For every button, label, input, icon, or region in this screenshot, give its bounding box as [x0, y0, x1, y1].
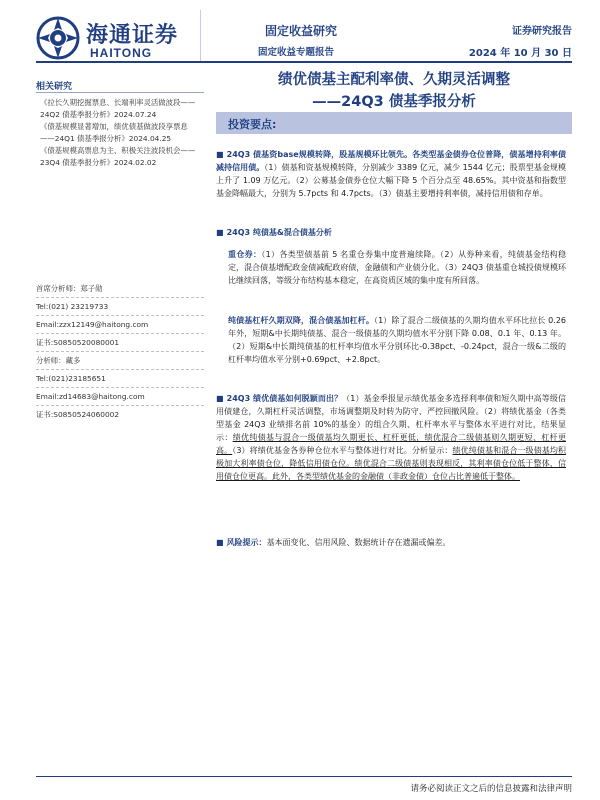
point-lead: 重仓券：	[228, 250, 262, 259]
summary-point-1	[216, 148, 566, 200]
analyst2-email[interactable]: Email:zd14683@haitong.com	[36, 392, 145, 401]
point-body: （1）基金季报显示绩优基金多选择利率债和短久期中高等级信用债建仓，久期杠杆灵活调整，市场调整期及时转为防守、严控回撤风险。（2）将绩优基金（各类型基金 24Q3 业绩排名前 10%的基金）的组合久期、杠杆率水平与整体水平进行对比，结果显示：	[216, 394, 566, 442]
related-item[interactable]: 《拉长久期挖掘票息、长端利率灵活做波段——24Q2 债基季报分析》2024.07.24	[40, 98, 196, 119]
header-section: 固定收益研究	[265, 24, 338, 38]
related-item[interactable]: 《债基规模高票息为主、积极关注波段机会——23Q4 债基季报分析》2024.02.02	[40, 146, 196, 167]
analyst2-name: 分析师：藏多	[36, 356, 81, 365]
footer-rule	[36, 776, 572, 777]
report-subtitle: ——24Q3 债基季报分析	[312, 94, 476, 110]
divider	[36, 351, 204, 352]
divider	[36, 387, 204, 388]
point-underline: 绩优纯债基与混合一级债基均久期更长、杠杆更低，绩优混合二级债基则久期更短、杠杆更高。	[216, 433, 567, 455]
analyst1-tel: Tel:(021) 23219733	[36, 302, 109, 311]
summary-point-3	[216, 248, 566, 287]
report-title: 绩优债基主配利率债、久期灵活调整	[278, 72, 510, 88]
bullet-icon: ■	[216, 394, 224, 403]
bullet-icon: ■	[216, 228, 224, 237]
report-date: 2024 年 10 月 30 日	[468, 48, 572, 59]
analyst1-cert: 证书:S0850520080001	[36, 338, 120, 347]
summary-point-4	[216, 314, 566, 366]
point-lead: 纯债基杠杆久期双降，混合债基加杠杆。	[228, 316, 374, 325]
analyst1-email[interactable]: Email:zzx12149@haitong.com	[36, 320, 149, 329]
report-type: 证券研究报告	[512, 26, 572, 37]
bullet-icon: ■	[216, 538, 224, 547]
risk-warning	[216, 536, 566, 549]
related-item[interactable]: 《债基规模显著增加，绩优债基做波段享票息——24Q1 债基季报分析》2024.04.25	[40, 122, 188, 143]
point-body: （1）各类型债基前 5 名重仓券集中度普遍续降。（2）从券种来看，纯债基金结构稳定，混合债基增配政金债减配政府债，金融债和产业债分化。（3）24Q3 债基重仓城投债规模环比继续回落，等级分布结构基本稳定，在高资质区域的集中度有所回落。	[228, 250, 567, 285]
header-rule	[36, 61, 572, 63]
logo-english: HAITONG	[90, 46, 153, 60]
header-divider	[200, 10, 201, 61]
section-title: 投资要点:	[228, 118, 277, 131]
point-lead: 24Q3 纯债基&混合债基分析	[226, 228, 332, 237]
analyst1-name: 首席分析师：郑子勋	[36, 284, 103, 293]
disclaimer-footer: 请务必阅读正文之后的信息披露和法律声明	[410, 784, 572, 794]
analyst-contacts	[36, 282, 204, 421]
haitong-emblem-icon	[36, 16, 80, 60]
header-subsection: 固定收益专题报告	[258, 47, 335, 58]
related-research-heading: 相关研究	[36, 82, 73, 92]
point-lead: 风险提示：	[226, 538, 267, 547]
analyst2-tel: Tel:(021)23185651	[36, 374, 106, 383]
point-body: （1）债基和资基规模转降，分别减少 3389 亿元，减少 1544 亿元；股票型基金规模上升了 1.09 万亿元。（2）公募基金债券仓位大幅下降 5 个百分点至 48.65%。其中资基和指数型基金降幅最大，分别为 5.7pcts 和 4.7pcts。（3）债基主要增持利率债，减持信用债和存单。	[216, 163, 566, 198]
divider	[36, 369, 204, 370]
divider	[36, 405, 204, 406]
divider	[36, 297, 204, 298]
company-logo	[36, 14, 226, 62]
divider	[36, 315, 204, 316]
sidebar-rule	[36, 92, 204, 93]
point-body: 基本面变化、信用风险、数据统计存在遗漏或偏差。	[266, 538, 451, 547]
summary-point-2	[216, 226, 566, 239]
analyst2-cert: 证书:S0850524060002	[36, 410, 120, 419]
point-body: （3）将绩优基金各券种仓位水平与整体进行对比。分析显示：	[232, 446, 453, 455]
bullet-icon: ■	[216, 150, 224, 159]
logo-chinese: 海通证券	[86, 22, 179, 48]
related-research-list	[40, 97, 202, 169]
summary-point-5	[216, 392, 566, 483]
divider	[36, 333, 204, 334]
point-lead: 24Q3 债基资base规模转降，股基规模环比领先。各类型基金债券仓位普降，债基增持利率债减持信用债。	[216, 150, 566, 172]
point-body: （1）除了混合二级债基的久期均值水平环比拉长 0.26 年外，短期&中长期纯债基、混合一级债基的久期均值水平分别下降 0.08、0.1 年、0.13 年。（2）短期&中长期纯债基的杠杆率均值水平分别环比-0.38pct、-0.24pct，混合一级&二级的杠杆率均值水平分别+0.69pct、+2.8pct。	[228, 316, 566, 364]
point-lead: 24Q3 绩优债基如何脱颖而出？	[226, 394, 343, 403]
point-underline: 绩优纯债基和混合一级债基均积极加大利率债仓位，降低信用债仓位。绩优混合二级债基则表现相反，其利率债仓位低于整体，信用债仓位更高。此外，各类型绩优基金的金融债（非政金债）仓位占比普遍低于整体。	[216, 446, 567, 481]
